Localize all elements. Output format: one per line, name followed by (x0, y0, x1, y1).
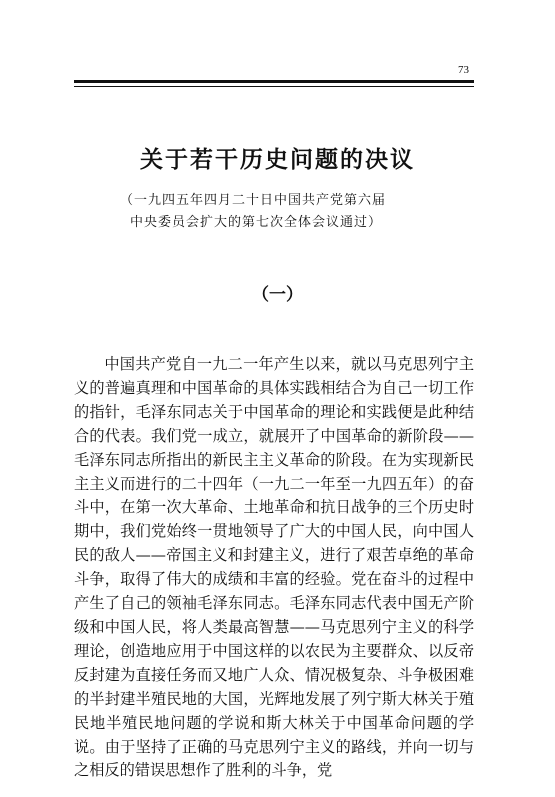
section-heading: （一） (252, 285, 303, 305)
document-title: 关于若干历史问题的决议 (140, 147, 415, 173)
document-subtitle (120, 190, 440, 234)
page-number: 73 (458, 64, 469, 76)
header-rule-thin (74, 86, 474, 87)
subtitle-line-2: 中央委员会扩大的第七次全体会议通过） (130, 215, 383, 230)
subtitle-line-1: （一九四五年四月二十日中国共产党第六届 (120, 193, 387, 208)
body-paragraph: 中国共产党自一九二一年产生以来，就以马克思列宁主义的普遍真理和中国革命的具体实践相结合为自己一切工作的指针，毛泽东同志关于中国革命的理论和实践便是此种结合的代表。我们党一成立，就展开了中国革命的新阶段——毛泽东同志所指出的新民主主义革命的阶段。在为实现新民主主义而进行的二十四年（一九二一年至一九四五年）的奋斗中，在第一次大革命、土地革命和抗日战争的三个历史时期中，我们党始终一贯地领导了广大的中国人民，向中国人民的敌人——帝国主义和封建主义，进行了艰苦卓绝的革命斗争，取得了伟大的成绩和丰富的经验。党在奋斗的过程中产生了自己的领袖毛泽东同志。毛泽东同志代表中国无产阶级和中国人民，将人类最高智慧——马克思列宁主义的科学理论，创造地应用于中国这样的以农民为主要群众、以反帝反封建为直接任务而又地广人众、情况极复杂、斗争极困难的半封建半殖民地的大国，光辉地发展了列宁斯大林关于殖民地半殖民地问题的学说和斯大林关于中国革命问题的学说。由于坚持了正确的马克思列宁主义的路线，并向一切与之相反的错误思想作了胜利的斗争，党 (74, 355, 474, 780)
header-rule-thick (74, 80, 474, 83)
